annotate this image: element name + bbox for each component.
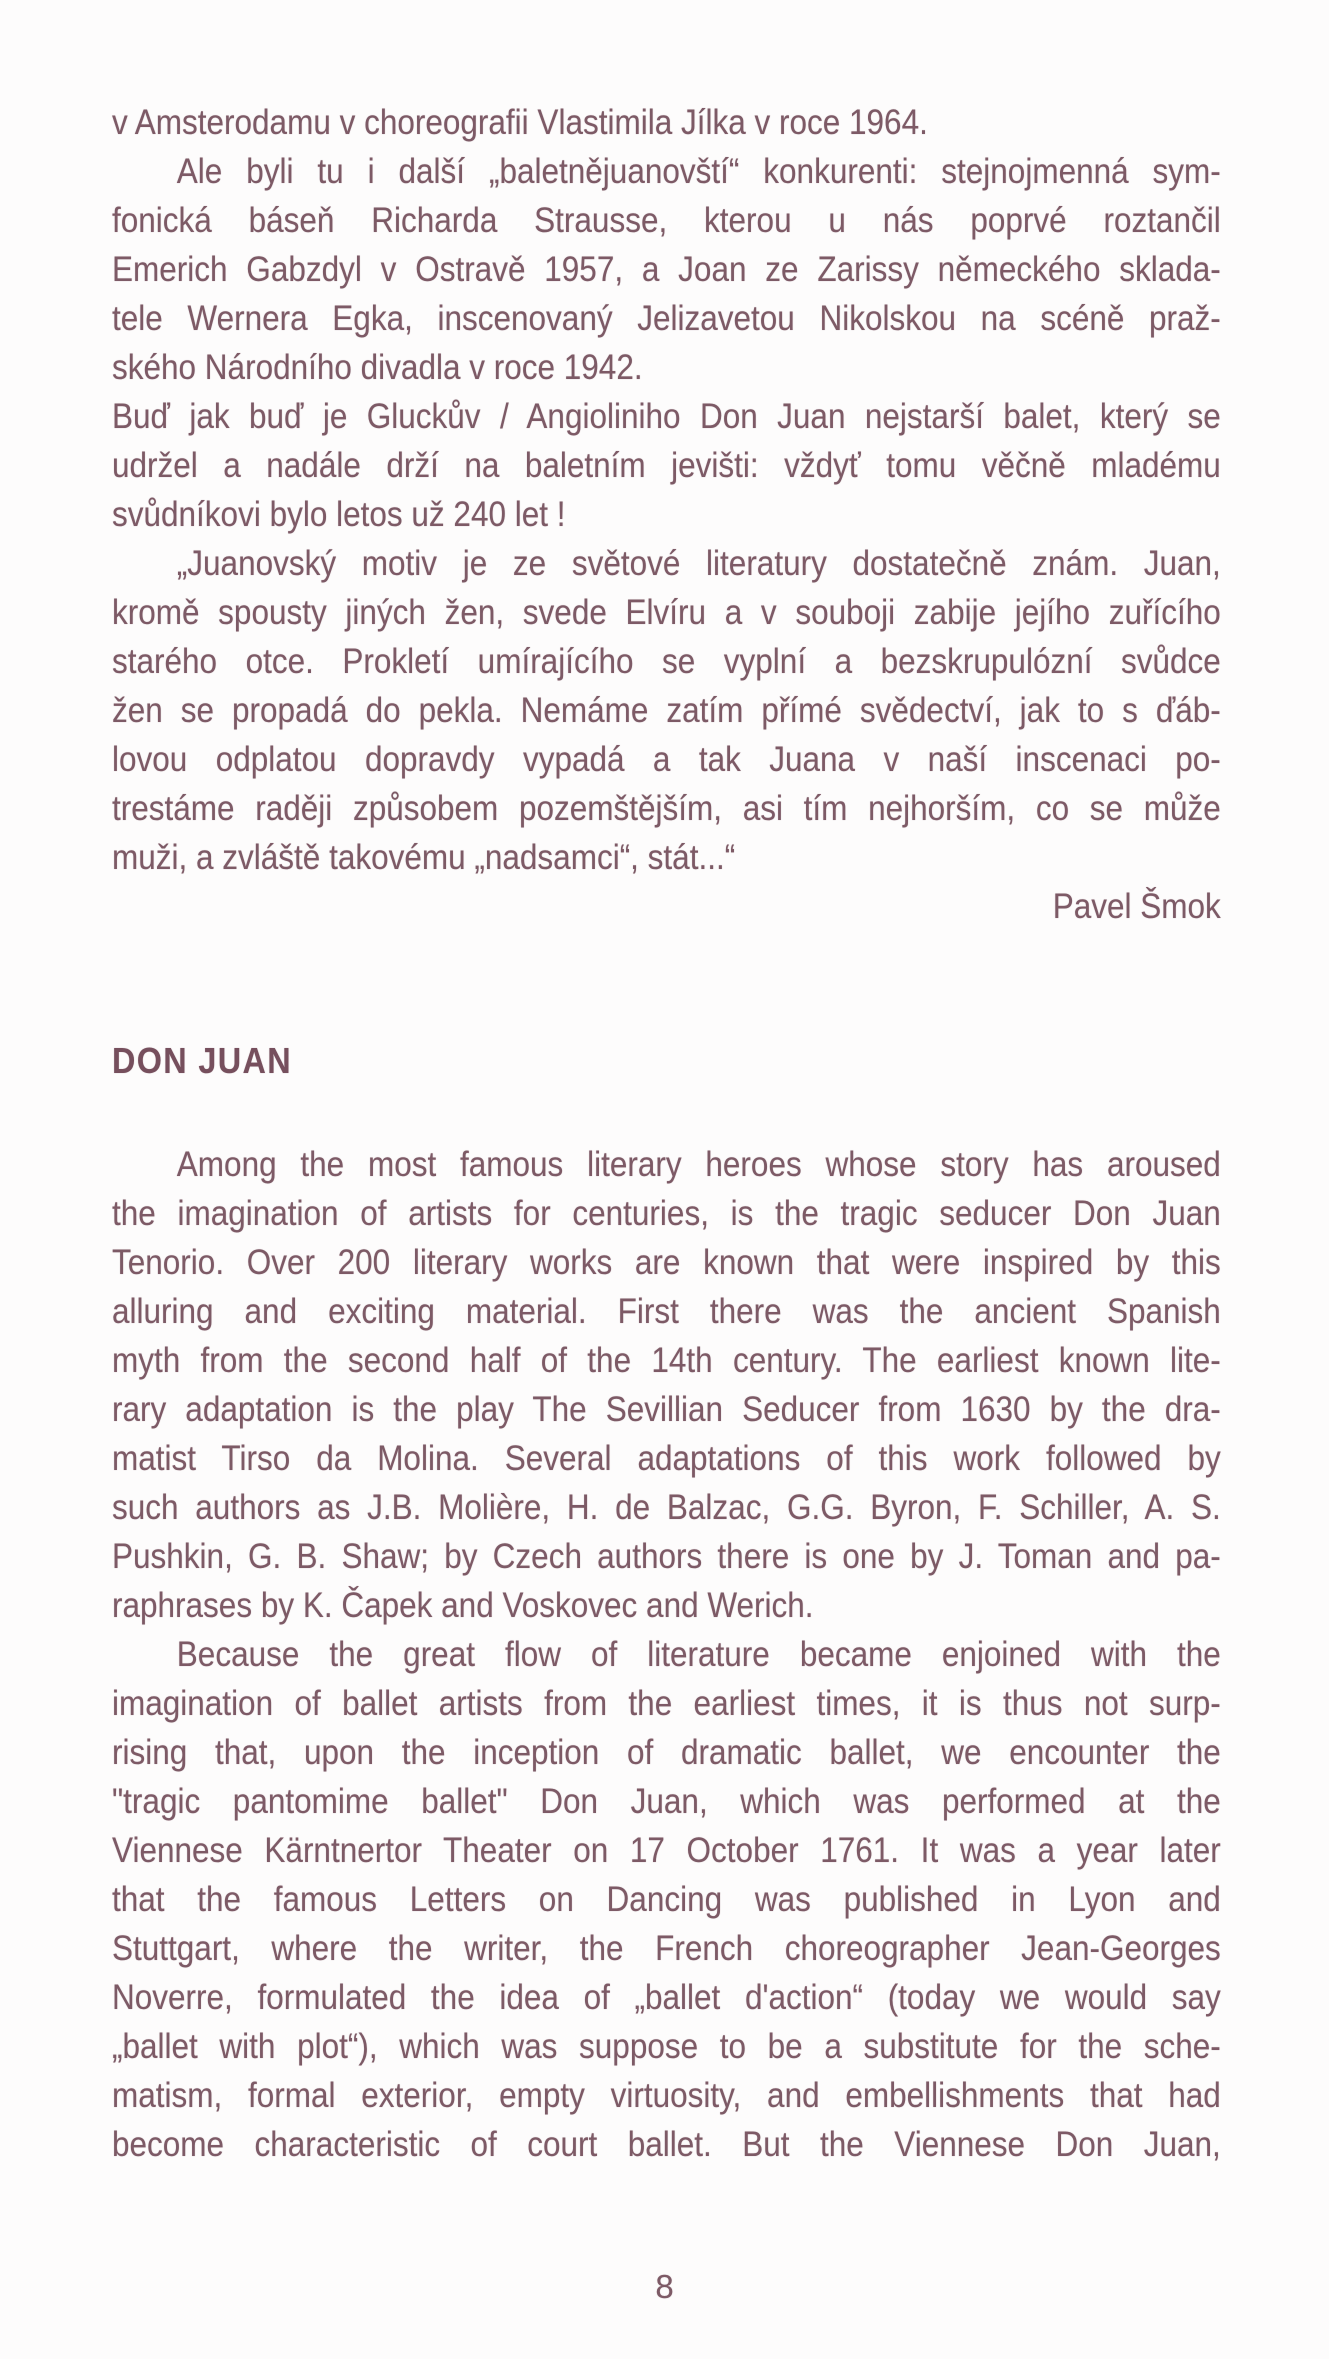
text-line: "tragic pantomime ballet" Don Juan, which was performed at the bbox=[112, 1782, 1221, 1821]
text-line: starého otce. Prokletí umírajícího se vyplní a bezskrupulózní svůdce bbox=[112, 642, 1221, 681]
text-line: muži, a zvláště takovému „nadsamci“, stát...“ bbox=[112, 838, 736, 877]
text-line: udržel a nadále drží na baletním jevišti: vždyť tomu věčně mladému bbox=[112, 446, 1221, 485]
text-line: Emerich Gabzdyl v Ostravě 1957, a Joan ze Zarissy německého sklada- bbox=[112, 250, 1221, 289]
english-text-section bbox=[112, 1140, 1221, 2169]
text-line: tele Wernera Egka, inscenovaný Jelizavetou Nikolskou na scéně praž- bbox=[112, 299, 1221, 338]
text-line: svůdníkovi bylo letos už 240 let ! bbox=[112, 495, 566, 534]
text-line: ského Národního divadla v roce 1942. bbox=[112, 348, 643, 387]
text-line: Noverre, formulated the idea of „ballet d'action“ (today we would say bbox=[112, 1978, 1221, 2017]
english-paragraphs bbox=[112, 1140, 1221, 2169]
text-line: lovou odplatou dopravdy vypadá a tak Juana v naší inscenaci po- bbox=[112, 740, 1221, 779]
text-line: Tenorio. Over 200 literary works are known that were inspired by this bbox=[112, 1243, 1221, 1282]
text-line: Among the most famous literary heroes whose story has aroused bbox=[176, 1145, 1221, 1184]
czech-paragraphs bbox=[112, 98, 1221, 882]
text-line: Pushkin, G. B. Shaw; by Czech authors there is one by J. Toman and pa- bbox=[112, 1537, 1221, 1576]
text-line: become characteristic of court ballet. But the Viennese Don Juan, bbox=[112, 2125, 1221, 2164]
text-line: Buď jak buď je Gluckův / Angioliniho Don Juan nejstarší balet, který se bbox=[112, 397, 1221, 436]
text-line: Because the great flow of literature became enjoined with the bbox=[176, 1635, 1221, 1674]
page-text-column bbox=[112, 0, 1221, 2359]
text-line: „ballet with plot“), which was suppose to be a substitute for the sche- bbox=[112, 2027, 1221, 2066]
text-line: Viennese Kärntnertor Theater on 17 October 1761. It was a year later bbox=[112, 1831, 1221, 1870]
text-line: imagination of ballet artists from the earliest times, it is thus not surp- bbox=[112, 1684, 1221, 1723]
text-line: fonická báseň Richarda Strausse, kterou u nás poprvé roztančil bbox=[112, 201, 1221, 240]
text-line: Stuttgart, where the writer, the French choreographer Jean-Georges bbox=[112, 1929, 1221, 1968]
text-line: kromě spousty jiných žen, svede Elvíru a v souboji zabije jejího zuřícího bbox=[112, 593, 1221, 632]
text-line: matist Tirso da Molina. Several adaptations of this work followed by bbox=[112, 1439, 1221, 1478]
text-line: such authors as J.B. Molière, H. de Balzac, G.G. Byron, F. Schiller, A. S. bbox=[112, 1488, 1221, 1527]
text-line: that the famous Letters on Dancing was published in Lyon and bbox=[112, 1880, 1221, 1919]
text-line: raphrases by K. Čapek and Voskovec and Werich. bbox=[112, 1586, 814, 1625]
section-heading: DON JUAN bbox=[112, 1040, 293, 1081]
text-line: rary adaptation is the play The Sevillian Seducer from 1630 by the dra- bbox=[112, 1390, 1221, 1429]
text-line: matism, formal exterior, empty virtuosity, and embellishments that had bbox=[112, 2076, 1221, 2115]
czech-text-section bbox=[112, 98, 1221, 931]
text-line: alluring and exciting material. First there was the ancient Spanish bbox=[112, 1292, 1221, 1331]
text-line: „Juanovský motiv je ze světové literatury dostatečně znám. Juan, bbox=[176, 544, 1221, 583]
text-line: v Amsterodamu v choreografii Vlastimila Jílka v roce 1964. bbox=[112, 103, 928, 142]
text-line: the imagination of artists for centuries, is the tragic seducer Don Juan bbox=[112, 1194, 1221, 1233]
text-line: žen se propadá do pekla. Nemáme zatím přímé svědectví, jak to s ďáb- bbox=[112, 691, 1221, 730]
text-line: myth from the second half of the 14th century. The earliest known lite- bbox=[112, 1341, 1221, 1380]
text-line: Ale byli tu i další „baletnějuanovští“ konkurenti: stejnojmenná sym- bbox=[176, 152, 1221, 191]
page-number: 8 bbox=[655, 2268, 674, 2305]
text-line: trestáme raději způsobem pozemštějším, asi tím nejhorším, co se může bbox=[112, 789, 1221, 828]
attribution-line: Pavel Šmok bbox=[1052, 887, 1221, 926]
text-line: rising that, upon the inception of dramatic ballet, we encounter the bbox=[112, 1733, 1221, 1772]
